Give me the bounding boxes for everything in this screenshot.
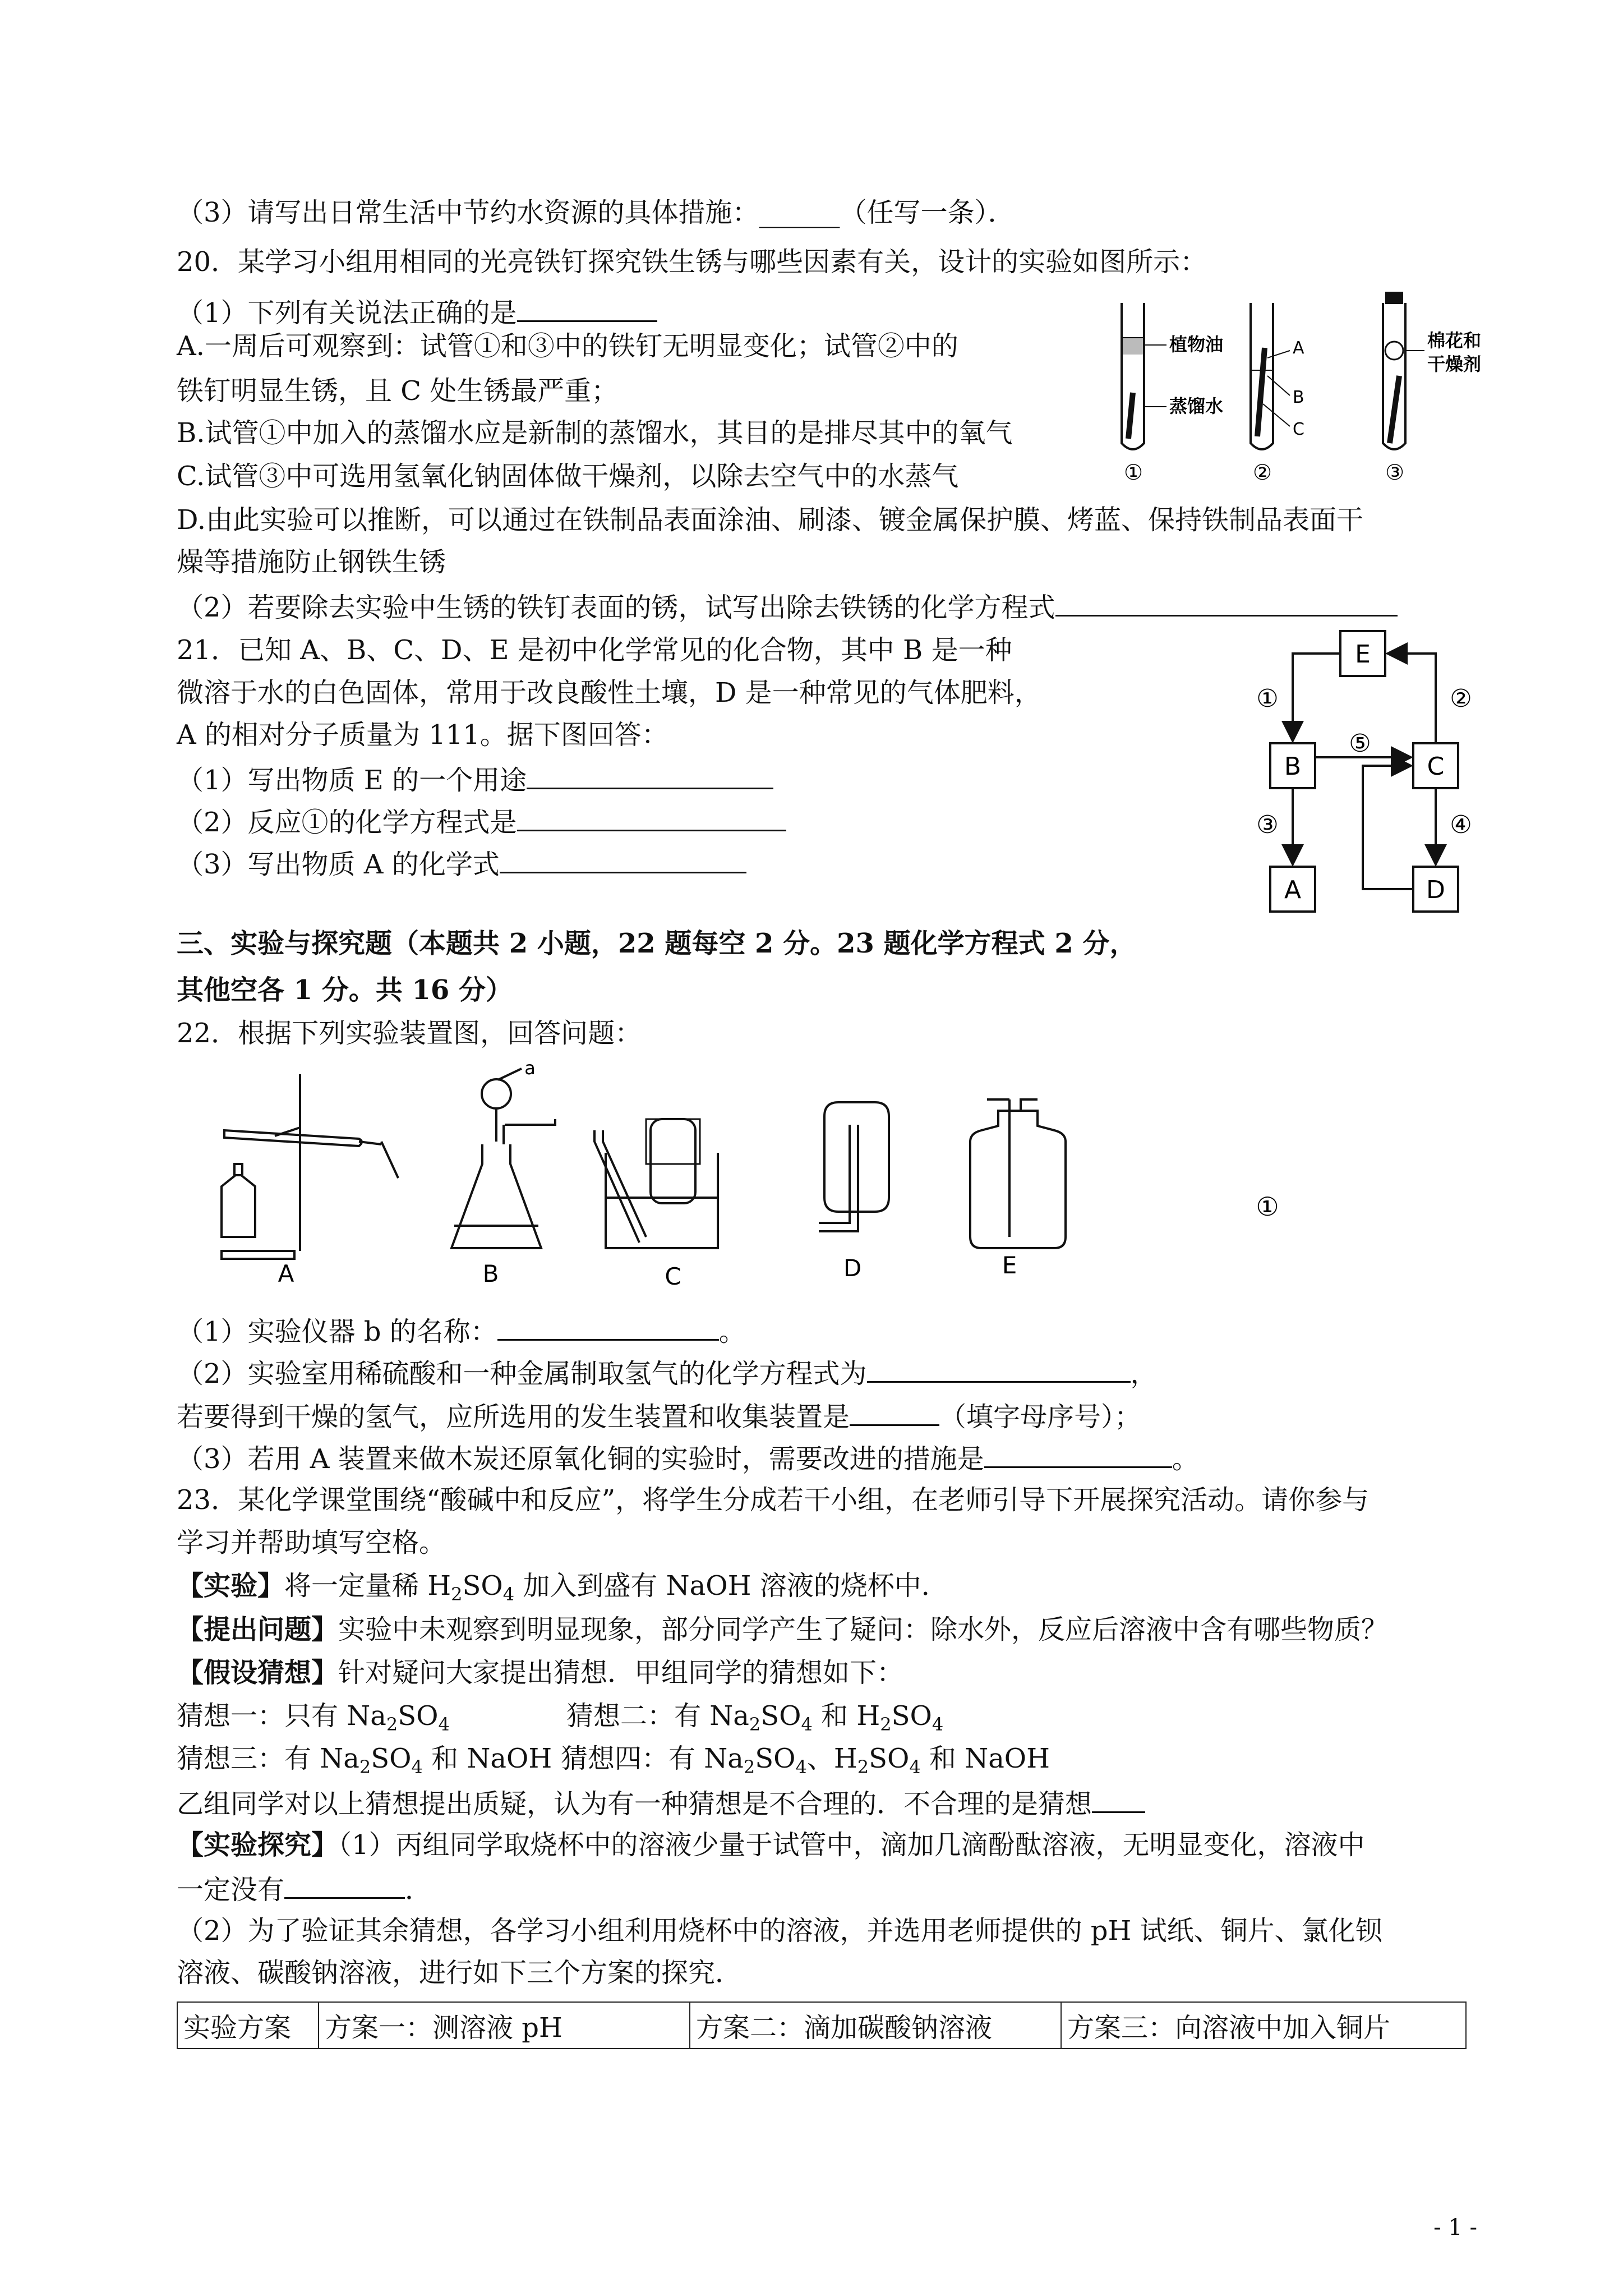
q21-line1: 21．已知 A、B、C、D、E 是初中化学常见的化合物，其中 B 是一种: [177, 634, 1012, 666]
q22-part1-end: 。: [718, 1316, 746, 1347]
q20-part1-text: （1）下列有关说法正确的是: [177, 297, 517, 329]
guess-4: 猜想四：有 $Na_2SO_4$、$H_2SO_4$ 和 NaOH: [561, 1743, 1050, 1778]
nail-icon: [1128, 393, 1133, 439]
answer-blank[interactable]: [517, 296, 657, 322]
svg-text:棉花和: 棉花和: [1427, 330, 1482, 351]
svg-text:D: D: [843, 1254, 862, 1282]
q21-part1-text: （1）写出物质 E 的一个用途: [177, 765, 527, 796]
q21-part1: [177, 763, 773, 796]
svg-text:干燥剂: 干燥剂: [1427, 353, 1482, 375]
q21-part3-text: （3）写出物质 A 的化学式: [177, 849, 500, 880]
plan-table: [177, 2001, 1467, 2049]
q23-question: [177, 1614, 1388, 1645]
q19-part3: （3）请写出日常生活中节约水资源的具体措施：______（任写一条）．: [177, 197, 1015, 228]
svg-text:C: C: [665, 1263, 681, 1290]
compound-relation-diagram: [1234, 625, 1486, 923]
answer-blank[interactable]: [517, 805, 786, 831]
q22-part3-end: 。: [1172, 1443, 1199, 1475]
svg-text:C: C: [1427, 752, 1445, 781]
q22-part1: [177, 1314, 746, 1347]
hypothesis-text: 针对疑问大家提出猜想．甲组同学的猜想如下：: [338, 1657, 904, 1688]
svg-text:B: B: [1284, 752, 1302, 781]
svg-text:②: ②: [1450, 684, 1472, 713]
svg-text:③: ③: [1385, 460, 1405, 485]
explore-text: 一定没有: [177, 1874, 285, 1906]
table-cell: 实验方案: [177, 2002, 319, 2049]
test-tube-2: [1251, 303, 1304, 485]
q20-option-a-line1: A.一周后可观察到：试管①和③中的铁钉无明显变化；试管②中的: [177, 330, 958, 362]
q22-part1-text: （1）实验仪器 b 的名称：: [177, 1316, 497, 1347]
guess-1: 猜想一：只有 $Na_2SO_4$: [177, 1700, 450, 1735]
q21-part2: [177, 805, 786, 838]
q20-option-d-line2: 燥等措施防止钢铁生锈: [177, 546, 446, 578]
experiment-text: 将一定量稀 H: [284, 1570, 451, 1602]
svg-text:②: ②: [1253, 460, 1272, 485]
q21-part3: [177, 847, 746, 880]
guess-2: 猜想二：有 $Na_2SO_4$ 和 $H_2SO_4$: [566, 1700, 944, 1735]
answer-blank[interactable]: [1092, 1787, 1145, 1813]
q23-explore-1: [177, 1830, 1365, 1861]
svg-text:D: D: [1426, 876, 1445, 904]
svg-text:E: E: [1355, 640, 1371, 669]
lab-apparatus-figure: [191, 1057, 1312, 1293]
svg-text:B: B: [1293, 388, 1304, 407]
question-tag: 【提出问题】: [177, 1614, 339, 1645]
q20-option-d-line1: D.由此实验可以推断，可以通过在铁制品表面涂油、刷漆、镀金属保护膜、烤蓝、保持铁制品表面干: [177, 504, 1364, 536]
arrow-d-c: [1363, 766, 1413, 889]
experiment-tag: 【实验】: [177, 1570, 285, 1602]
answer-blank[interactable]: [867, 1356, 1131, 1383]
svg-text:①: ①: [1256, 684, 1279, 713]
question-text: 实验中未观察到明显现象，部分同学产生了疑问：除水外，反应后溶液中含有哪些物质？: [338, 1614, 1389, 1645]
section-3-heading-line1: 三、实验与探究题（本题共 2 小题，22 题每空 2 分。23 题化学方程式 2 分，: [177, 928, 1137, 959]
q23-explore-2-line2: 溶液、碳酸钠溶液，进行如下三个方案的探究．: [177, 1957, 743, 1989]
svg-text:E: E: [1002, 1251, 1017, 1279]
experiment-text: SO: [462, 1570, 503, 1602]
q20-option-b: B.试管①中加入的蒸馏水应是新制的蒸馏水，其目的是排尽其中的氧气: [177, 417, 1013, 449]
q20-option-a-line2: 铁钉明显生锈，且 C 处生锈最严重；: [177, 375, 619, 407]
nail-icon: [1257, 348, 1265, 436]
q22-part2-comma: ，: [1130, 1358, 1158, 1389]
q23-stem-line2: 学习并帮助填写空格。: [177, 1527, 446, 1558]
explore-end: ．: [405, 1874, 432, 1906]
subscript: 2: [451, 1584, 463, 1605]
svg-text:植物油: 植物油: [1169, 334, 1224, 355]
arrow-2: [1387, 654, 1436, 743]
apparatus-a: [222, 1074, 398, 1259]
q23-doubt: [177, 1787, 1145, 1820]
svg-text:①: ①: [1124, 460, 1144, 485]
answer-blank[interactable]: [497, 1314, 719, 1341]
q22-stem: 22．根据下列实验装置图，回答问题：: [177, 1018, 642, 1049]
guess-3: 猜想三：有 $Na_2SO_4$ 和 NaOH: [177, 1743, 552, 1778]
q22-part3-text: （3）若用 A 装置来做木炭还原氧化铜的实验时，需要改进的措施是: [177, 1443, 984, 1475]
q21-line2: 微溶于水的白色固体，常用于改良酸性土壤，D 是一种常见的气体肥料，: [177, 677, 1041, 708]
table-cell: 方案三：向溶液中加入铜片: [1061, 2002, 1466, 2049]
page-number: - 1 -: [1433, 2215, 1477, 2240]
answer-blank[interactable]: [850, 1400, 939, 1426]
q23-hypothesis: [177, 1658, 903, 1688]
q23-explore-2-line1: （2）为了验证其余猜想，各学习小组利用烧杯中的溶液，并选用老师提供的 pH 试纸、铜片、氯化钡: [177, 1915, 1382, 1947]
q23-experiment: [177, 1570, 948, 1605]
q22-part2-cont: [177, 1400, 1141, 1433]
answer-blank[interactable]: [500, 847, 746, 873]
q20-part2: [177, 590, 1398, 623]
arrow-1: [1293, 654, 1340, 741]
q22-part2-cont-text: 若要得到干燥的氢气，应所选用的发生装置和收集装置是: [177, 1401, 850, 1433]
answer-blank[interactable]: [527, 763, 773, 789]
q23-explore-1-cont: [177, 1872, 432, 1906]
q20-part2-text: （2）若要除去实验中生锈的铁钉表面的锈，试写出除去铁锈的化学方程式: [177, 592, 1055, 623]
test-tube-3: [1383, 292, 1481, 485]
apparatus-d: [819, 1102, 889, 1231]
svg-text:B: B: [482, 1260, 499, 1287]
q20-option-c: C.试管③中可选用氢氧化钠固体做干燥剂，以除去空气中的水蒸气: [177, 461, 959, 492]
q23-stem-line1: 23．某化学课堂围绕“酸碱中和反应”，将学生分成若干小组，在老师引导下开展探究活动。请你参与: [177, 1484, 1370, 1516]
svg-text:①: ①: [1256, 1191, 1279, 1222]
table-cell: 方案二：滴加碳酸钠溶液: [690, 2002, 1061, 2049]
subscript: 4: [502, 1584, 515, 1605]
svg-text:C: C: [1293, 420, 1304, 439]
apparatus-e: [970, 1099, 1066, 1248]
svg-text:A: A: [1293, 338, 1304, 358]
explore-tag: 【实验探究】: [177, 1829, 339, 1861]
test-tube-1: [1122, 303, 1223, 485]
answer-blank[interactable]: [284, 1872, 405, 1899]
apparatus-b: [451, 1069, 555, 1248]
doubt-text: 乙组同学对以上猜想提出质疑，认为有一种猜想是不合理的．不合理的是猜想: [177, 1788, 1092, 1820]
experiment-text: 加入到盛有 NaOH 溶液的烧杯中．: [514, 1570, 948, 1602]
svg-text:⑤: ⑤: [1349, 729, 1371, 758]
answer-blank[interactable]: [1055, 590, 1398, 616]
table-row: [177, 2002, 1466, 2049]
q20-part1: [177, 296, 657, 329]
hypothesis-tag: 【假设猜想】: [177, 1657, 339, 1688]
svg-text:③: ③: [1256, 811, 1279, 839]
cotton-icon: [1385, 342, 1403, 360]
test-tube-figure: [1099, 292, 1559, 494]
svg-text:蒸馏水: 蒸馏水: [1169, 395, 1224, 417]
svg-text:A: A: [1284, 876, 1302, 904]
q20-stem: 20．某学习小组用相同的光亮铁钉探究铁生锈与哪些因素有关，设计的实验如图所示：: [177, 246, 1207, 278]
explore-text: （1）丙组同学取烧杯中的溶液少量于试管中，滴加几滴酚酞溶液，无明显变化，溶液中: [338, 1829, 1365, 1861]
q22-part2-hint: （填字母序号）；: [939, 1401, 1142, 1433]
svg-text:④: ④: [1450, 811, 1472, 839]
svg-text:a: a: [524, 1057, 536, 1079]
q21-line3: A 的相对分子质量为 111。据下图回答：: [177, 719, 668, 751]
table-cell: 方案一：测溶液 pH: [319, 2002, 690, 2049]
q22-part3: [177, 1442, 1199, 1475]
q21-part2-text: （2）反应①的化学方程式是: [177, 807, 517, 838]
answer-blank[interactable]: [984, 1442, 1172, 1468]
nail-icon: [1390, 376, 1399, 443]
section-3-heading-line2: 其他空各 1 分。共 16 分）: [177, 974, 513, 1006]
q22-part2-text: （2）实验室用稀硫酸和一种金属制取氢气的化学方程式为: [177, 1358, 867, 1389]
svg-text:A: A: [278, 1260, 294, 1287]
q22-part2: [177, 1356, 1158, 1389]
